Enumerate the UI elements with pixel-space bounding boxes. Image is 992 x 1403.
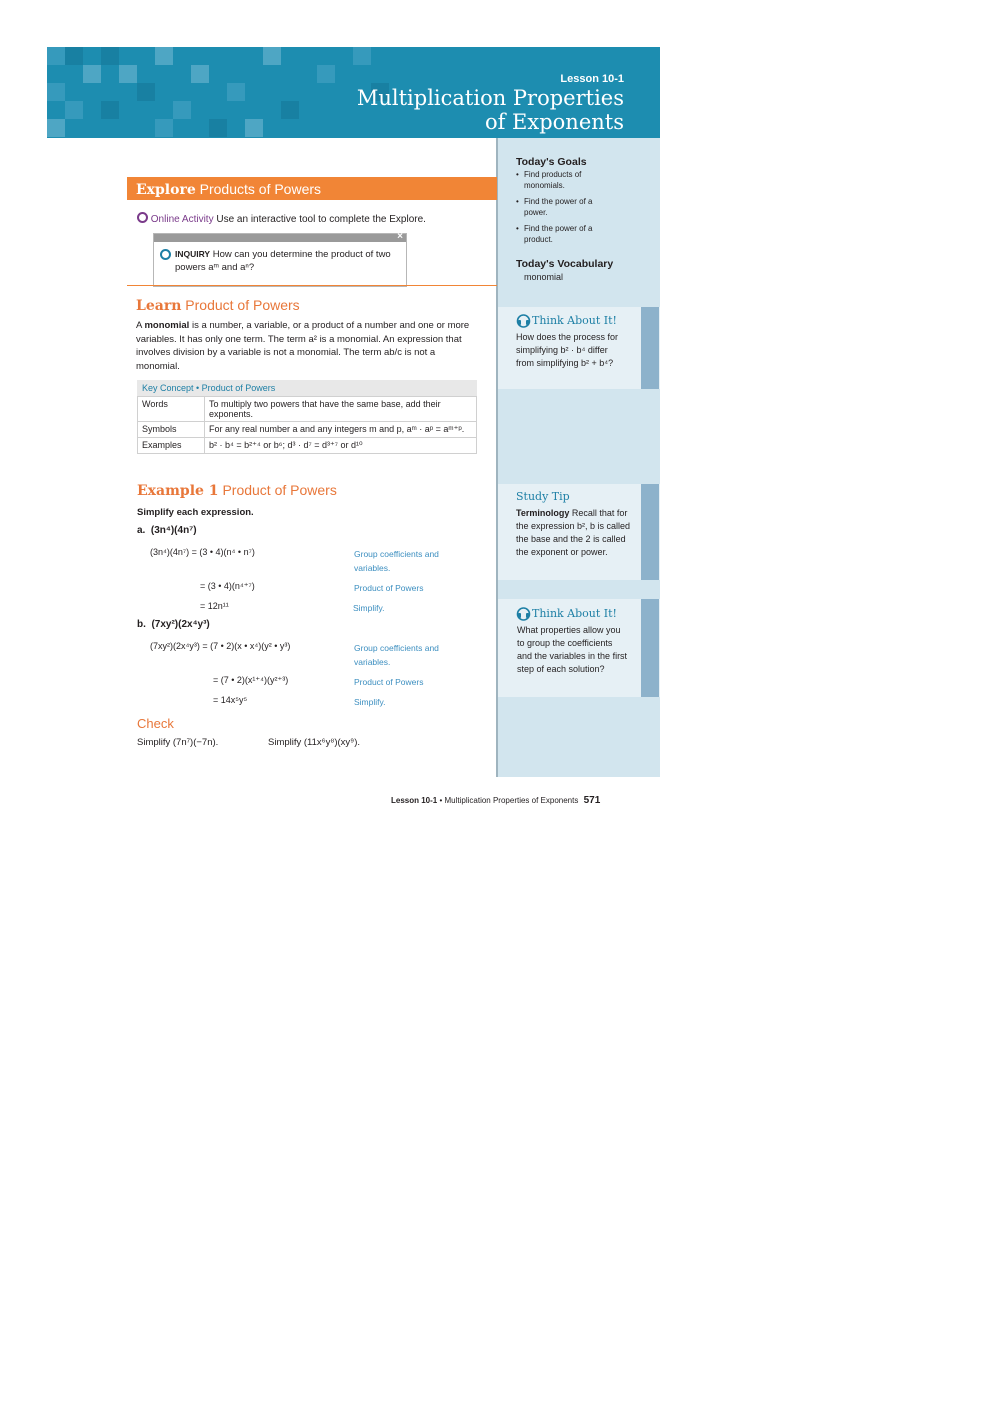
examples-label: Examples bbox=[138, 438, 205, 454]
todays-goals bbox=[516, 156, 636, 245]
goal-item: • Find the power of a power. bbox=[516, 197, 608, 218]
page-number: 571 bbox=[583, 795, 601, 806]
table-row bbox=[138, 397, 477, 422]
online-activity-label[interactable]: Online Activity bbox=[150, 214, 214, 225]
think1-text: How does the process for simplifying b² · b⁴ differ from simplifying b² + b⁴? bbox=[516, 332, 619, 368]
goal-item: • Find the power of a product. bbox=[516, 224, 608, 245]
study-tip-title: Study Tip bbox=[516, 490, 570, 503]
inquiry-icon bbox=[160, 249, 171, 260]
check-item-2: Simplify (11x⁶y⁸)(xy⁹). bbox=[268, 737, 361, 748]
learn-paragraph bbox=[136, 319, 481, 373]
think-icon bbox=[516, 607, 532, 621]
lesson-number: Lesson 10-1 bbox=[560, 73, 624, 85]
sidebar-tab bbox=[641, 307, 659, 389]
study-tip-text bbox=[516, 507, 632, 559]
part-b-expression: (7xy²)(2x⁴y³) bbox=[151, 619, 210, 630]
learn-title: Product of Powers bbox=[185, 297, 300, 313]
part-a-problem bbox=[137, 525, 197, 536]
check-heading: Check bbox=[137, 716, 174, 731]
online-activity-icon bbox=[137, 212, 148, 223]
key-concept-heading: Key Concept • Product of Powers bbox=[137, 380, 477, 396]
think-icon bbox=[516, 314, 532, 328]
key-concept-table bbox=[137, 396, 477, 454]
explore-lead: Explore bbox=[136, 182, 196, 198]
explore-heading bbox=[136, 181, 321, 198]
step-expression: = (7 • 2)(x¹⁺⁴)(y²⁺³) bbox=[213, 675, 289, 685]
vocab-term: monomial bbox=[524, 272, 564, 282]
example-lead: Example 1 bbox=[137, 483, 219, 499]
page-footer bbox=[391, 795, 600, 806]
footer-lesson: Lesson 10-1 bbox=[391, 796, 438, 805]
think2-title: Think About It! bbox=[532, 607, 617, 620]
explore-divider bbox=[127, 285, 497, 286]
monomial-term: monomial bbox=[144, 320, 190, 331]
step-note: Group coefficients and variables. bbox=[354, 643, 439, 667]
close-icon[interactable]: × bbox=[397, 231, 403, 242]
step-expression: (7xy²)(2x⁴y³) = (7 • 2)(x • x⁴)(y² • y³) bbox=[150, 641, 291, 651]
part-b-problem bbox=[137, 619, 210, 630]
goal-item: • Find products of monomials. bbox=[516, 170, 608, 191]
table-row bbox=[138, 438, 477, 454]
sidebar-tab bbox=[641, 599, 659, 697]
examples-text: b² · b⁴ = b²⁺⁴ or b⁶; d³ · d⁷ = d³⁺⁷ or d¹⁰ bbox=[205, 438, 477, 454]
lesson-title-line2: of Exponents bbox=[484, 110, 624, 134]
think1-title: Think About It! bbox=[532, 314, 617, 327]
words-label: Words bbox=[138, 397, 205, 422]
learn-text: is a number, a variable, or a product of a number and one or more variables. It has only one term. The term a² is a monomial. An expression that involves division by a variable is not a monomial. The term ab/c is not a monomial. bbox=[136, 320, 470, 372]
footer-separator: • bbox=[437, 796, 445, 805]
part-b-label: b. bbox=[137, 619, 146, 630]
step-note: Product of Powers bbox=[354, 677, 424, 687]
goals-heading: Today's Goals bbox=[516, 156, 587, 168]
explore-title: Products of Powers bbox=[199, 181, 322, 197]
todays-vocabulary bbox=[516, 258, 636, 282]
lesson-title-line1: Multiplication Properties bbox=[356, 86, 624, 110]
table-row bbox=[138, 422, 477, 438]
step-expression: = (3 • 4)(n⁴⁺⁷) bbox=[200, 581, 255, 591]
inquiry-box bbox=[153, 233, 407, 287]
step-note: Simplify. bbox=[353, 603, 385, 613]
step-expression: = 14x⁵y⁵ bbox=[213, 695, 248, 705]
part-a-label: a. bbox=[137, 525, 146, 536]
symbols-label: Symbols bbox=[138, 422, 205, 438]
step-note: Simplify. bbox=[354, 697, 386, 707]
online-activity-text: Use an interactive tool to complete the Explore. bbox=[216, 214, 426, 225]
inquiry-content bbox=[154, 242, 406, 274]
study-tip-lead: Terminology bbox=[516, 508, 570, 518]
think2-text: What properties allow you to group the coefficients and the variables in the first step of each solution? bbox=[517, 625, 628, 674]
example-heading bbox=[137, 482, 337, 499]
words-text: To multiply two powers that have the same base, add their exponents. bbox=[205, 397, 477, 422]
learn-text: A bbox=[136, 320, 145, 331]
symbols-text: For any real number a and any integers m and p, aᵐ · aᵖ = aᵐ⁺ᵖ. bbox=[205, 422, 477, 438]
example-instruction: Simplify each expression. bbox=[137, 507, 254, 518]
study-tip-body: Recall that for the expression b², b is called the base and the 2 is called the exponent or power. bbox=[516, 508, 631, 557]
learn-lead: Learn bbox=[136, 298, 182, 314]
vocab-heading: Today's Vocabulary bbox=[516, 258, 614, 270]
learn-heading bbox=[136, 297, 300, 314]
online-activity bbox=[137, 212, 426, 225]
inquiry-label: INQUIRY bbox=[175, 249, 211, 259]
step-note: Group coefficients and variables. bbox=[354, 549, 439, 573]
inquiry-text: How can you determine the product of two powers aᵐ and aⁿ? bbox=[175, 249, 391, 273]
footer-title: Multiplication Properties of Exponents bbox=[444, 796, 579, 805]
lesson-title bbox=[324, 86, 624, 134]
sidebar-tab bbox=[641, 484, 659, 580]
check-item-1: Simplify (7n⁷)(−7n). bbox=[137, 737, 219, 748]
inquiry-box-header bbox=[154, 231, 406, 242]
example-title: Product of Powers bbox=[222, 482, 337, 498]
step-note: Product of Powers bbox=[354, 583, 424, 593]
step-expression: = 12n¹¹ bbox=[200, 601, 229, 611]
part-a-expression: (3n⁴)(4n⁷) bbox=[150, 525, 197, 536]
step-expression: (3n⁴)(4n⁷) = (3 • 4)(n⁴ • n⁷) bbox=[150, 547, 255, 557]
key-concept bbox=[137, 380, 477, 454]
lesson-banner bbox=[47, 47, 660, 138]
